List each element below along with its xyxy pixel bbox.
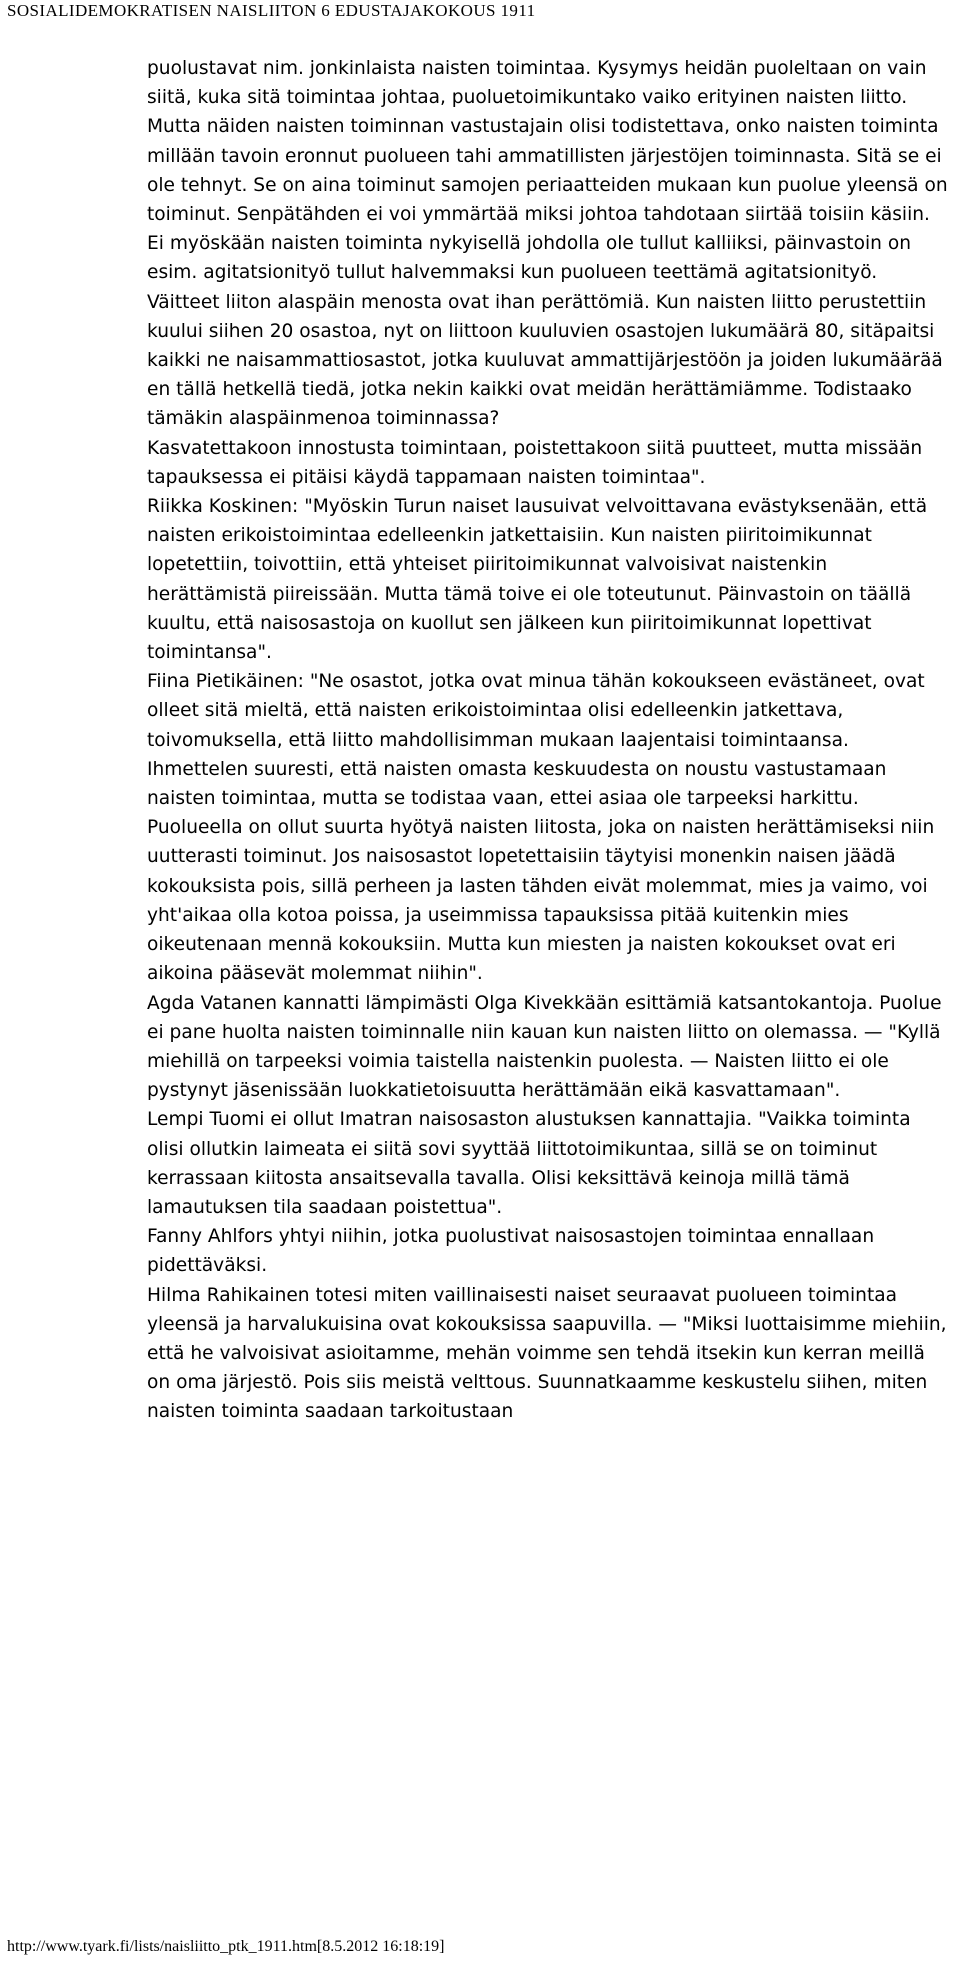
document-body <box>147 54 952 1427</box>
paragraph: Fanny Ahlfors yhtyi niihin, jotka puolustivat naisosastojen toimintaa ennallaan pidettäväksi. <box>147 1226 875 1277</box>
paragraph: Lempi Tuomi ei ollut Imatran naisosaston alustuksen kannattajia. "Vaikka toiminta olisi ollutkin laimeata ei siitä sovi syyttää liittotoimikuntaa, sillä se on toiminut kerrassaan kiitosta ansaitsevalla tavalla. Olisi keksittävä keinoja millä tämä lamautuksen tila saadaan poistettua". <box>147 1109 911 1218</box>
paragraph: puolustavat nim. jonkinlaista naisten toimintaa. Kysymys heidän puoleltaan on vain siitä, kuka sitä toimintaa johtaa, puoluetoimikuntako vaiko erityinen naisten liitto. Mutta näiden naisten toiminnan vastustajain olisi todistettava, onko naisten toiminta millään tavoin eronnut puolueen tahi ammatillisten järjestöjen toiminnasta. Sitä se ei ole tehnyt. Se on aina toiminut samojen periaatteiden mukaan kun puolue yleensä on toiminut. Senpätähden ei voi ymmärtää miksi johtoa tahdotaan siirtää toisiin käsiin. Ei myöskään naisten toiminta nykyisellä johdolla ole tullut kalliiksi, päinvastoin on esim. agitatsionityö tullut halvemmaksi kun puolueen teettämä agitatsionityö. Väitteet liiton alaspäin menosta ovat ihan perättömiä. Kun naisten liitto perustettiin kuului siihen 20 osastoa, nyt on liittoon kuuluvien osastojen lukumäärä 80, sitäpaitsi kaikki ne naisammattiosastot, jotka kuuluvat ammattijärjestöön ja joiden lukumäärää en tällä hetkellä tiedä, jotka nekin kaikki ovat meidän herättämiämme. Todistaako tämäkin alaspäinmenoa toiminnassa? <box>147 58 948 430</box>
paragraph: Agda Vatanen kannatti lämpimästi Olga Kivekkään esittämiä katsantokantoja. Puolue ei pane huolta naisten toiminnalle niin kauan kun naisten liitto on olemassa. — "Kyllä miehillä on tarpeeksi voimia taistella naistenkin puolesta. — Naisten liitto ei ole pystynyt jäsenissään luokkatietoisuutta herättämään eikä kasvattamaan". <box>147 992 942 1102</box>
paragraph: Hilma Rahikainen totesi miten vaillinaisesti naiset seuraavat puolueen toimintaa yleensä ja harvalukuisina ovat kokouksissa saapuvilla. — "Miksi luottaisimme miehiin, että he valvoisivat asioitamme, mehän voimme sen tehdä itsekin kun kerran meillä on oma järjestö. Pois siis meistä velttous. Suunnatkaamme keskustelu siihen, miten naisten toiminta saadaan tarkoitustaan <box>147 1284 947 1423</box>
page-header: SOSIALIDEMOKRATISEN NAISLIITON 6 EDUSTAJAKOKOUS 1911 <box>7 1 536 20</box>
page-footer-url: http://www.tyark.fi/lists/naisliitto_ptk_1911.htm[8.5.2012 16:18:19] <box>7 1938 445 1955</box>
paragraph: Fiina Pietikäinen: "Ne osastot, jotka ovat minua tähän kokoukseen evästäneet, ovat olleet sitä mieltä, että naisten erikoistoimintaa olisi edelleenkin jatkettava, toivomuksella, että liitto mahdollisimman mukaan laajentaisi toimintaansa. Ihmettelen suuresti, että naisten omasta keskuudesta on noustu vastustamaan naisten toimintaa, mutta se todistaa vaan, ettei asiaa ole tarpeeksi harkittu. Puolueella on ollut suurta hyötyä naisten liitosta, joka on naisten herättämiseksi niin uutterasti toiminut. Jos naisosastot lopetettaisiin täytyisi monenkin naisen jäädä kokouksista pois, sillä perheen ja lasten tähden eivät molemmat, mies ja vaimo, voi yht'aikaa olla kotoa poissa, ja useimmissa tapauksissa pitää kuitenkin mies oikeutenaan mennä kokouksiin. Mutta kun miesten ja naisten kokoukset ovat eri aikoina pääsevät molemmat niihin". <box>147 671 935 985</box>
paragraph: Kasvatettakoon innostusta toimintaan, poistettakoon siitä puutteet, mutta missään tapauksessa ei pitäisi käydä tappamaan naisten toimintaa". <box>147 437 923 488</box>
paragraph: Riikka Koskinen: "Myöskin Turun naiset lausuivat velvoittavana evästyksenään, että naisten erikoistoimintaa edelleenkin jatkettaisiin. Kun naisten piiritoimikunnat lopetettiin, toivottiin, että yhteiset piiritoimikunnat valvoisivat naistenkin herättämistä piireissään. Mutta tämä toive ei ole toteutunut. Päinvastoin on täällä kuultu, että naisosastoja on kuollut sen jälkeen kun piiritoimikunnat lopettivat toimintansa". <box>147 496 928 664</box>
